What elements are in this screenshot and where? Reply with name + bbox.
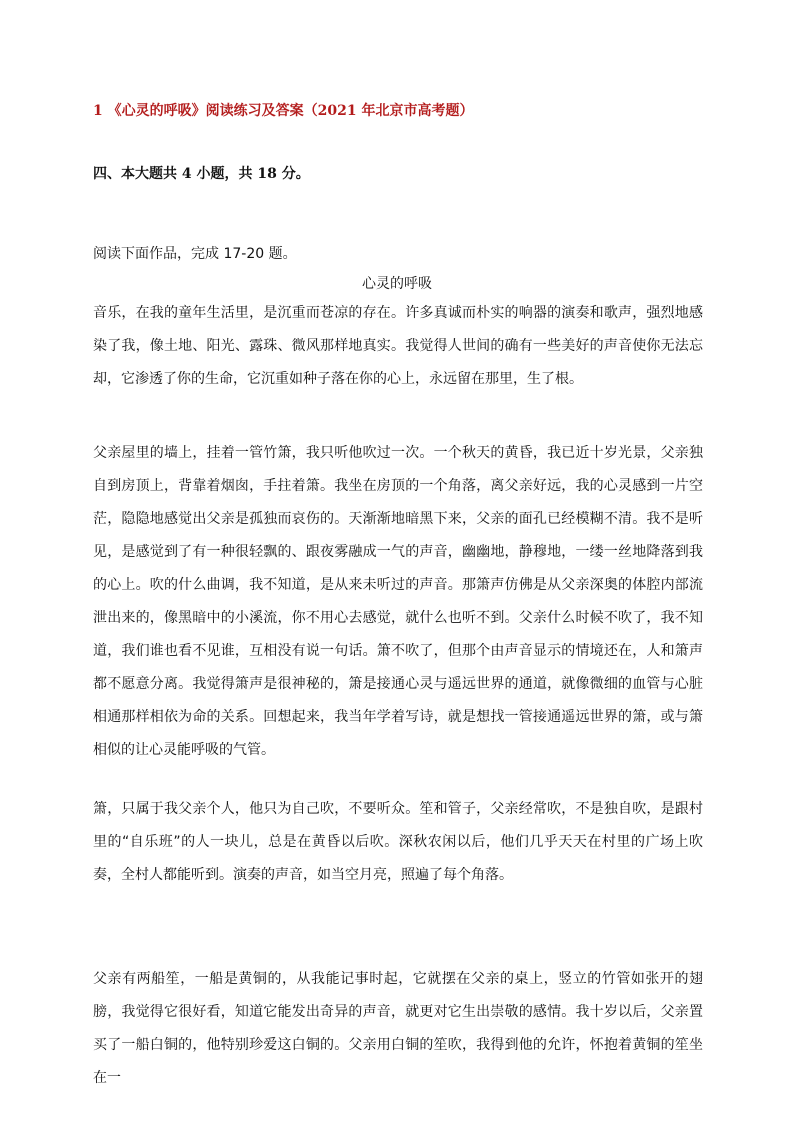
reading-instruction: 阅读下面作品，完成 17-20 题。 (93, 246, 297, 262)
paragraph: 父亲屋里的墙上，挂着一管竹箫，我只听他吹过一次。一个秋天的黄昏，我已近十岁光景，父亲独自到房顶上，背靠着烟囱，手拄着箫。我坐在房顶的一个角落，离父亲好远，我的心灵感到一片空茫，隐隐地感觉出父亲是孤独而哀伤的。天渐渐地暗黑下来，父亲的面孔已经模糊不清。我不是听见，是感觉到了有一种很轻飘的、跟夜雾融成一气的声音，幽幽地，静穆地，一缕一丝地降落到我的心上。吹的什么曲调，我不知道，是从来未听过的声音。那箫声仿佛是从父亲深奥的体腔内部流泄出来的，像黑暗中的小溪流，你不用心去感觉，就什么也听不到。父亲什么时候不吹了，我不知道，我们谁也看不见谁，互相没有说一句话。箫不吹了，但那个由声音显示的情境还在，人和箫声都不愿意分离。我觉得箫声是很神秘的，箫是接通心灵与遥远世界的通道，就像微细的血管与心脏相通那样相依为命的关系。回想起来，我当年学着写诗，就是想找一管接通遥远世界的箫，或与箫相似的让心灵能呼吸的气管。 (93, 445, 703, 758)
article-title: 心灵的呼吸 (362, 276, 432, 292)
paragraph: 父亲有两船笙，一船是黄铜的，从我能记事时起，它就摆在父亲的桌上，竖立的竹管如张开的翅膀，我觉得它很好看，知道它能发出奇异的声音，就更对它生出崇敬的感情。我十岁以后，父亲置买了一船白铜的，他特别珍爱这白铜的。父亲用白铜的笙吹，我得到他的允许，怀抱着黄铜的笙坐在一 (93, 971, 703, 1086)
paragraph: 音乐，在我的童年生活里，是沉重而苍凉的存在。许多真诚而朴实的响器的演奏和歌声，强烈地感染了我，像土地、阳光、露珠、微风那样地真实。我觉得人世间的确有一些美好的声音使你无法忘却，它渗透了你的生命，它沉重如种子落在你的心上，永远留在那里，生了根。 (93, 305, 703, 387)
section-heading: 四、本大题共 4 小题，共 18 分。 (93, 166, 310, 182)
document-title: 1 《心灵的呼吸》阅读练习及答案（2021 年北京市高考题） (93, 103, 474, 119)
paragraph: 箫，只属于我父亲个人，他只为自己吹，不要听众。笙和管子，父亲经常吹，不是独自吹，是跟村里的“自乐班”的人一块儿，总是在黄昏以后吹。深秋农闲以后，他们几乎天天在村里的广场上吹奏，全村人都能听到。演奏的声音，如当空月亮，照遍了每个角落。 (93, 801, 703, 883)
